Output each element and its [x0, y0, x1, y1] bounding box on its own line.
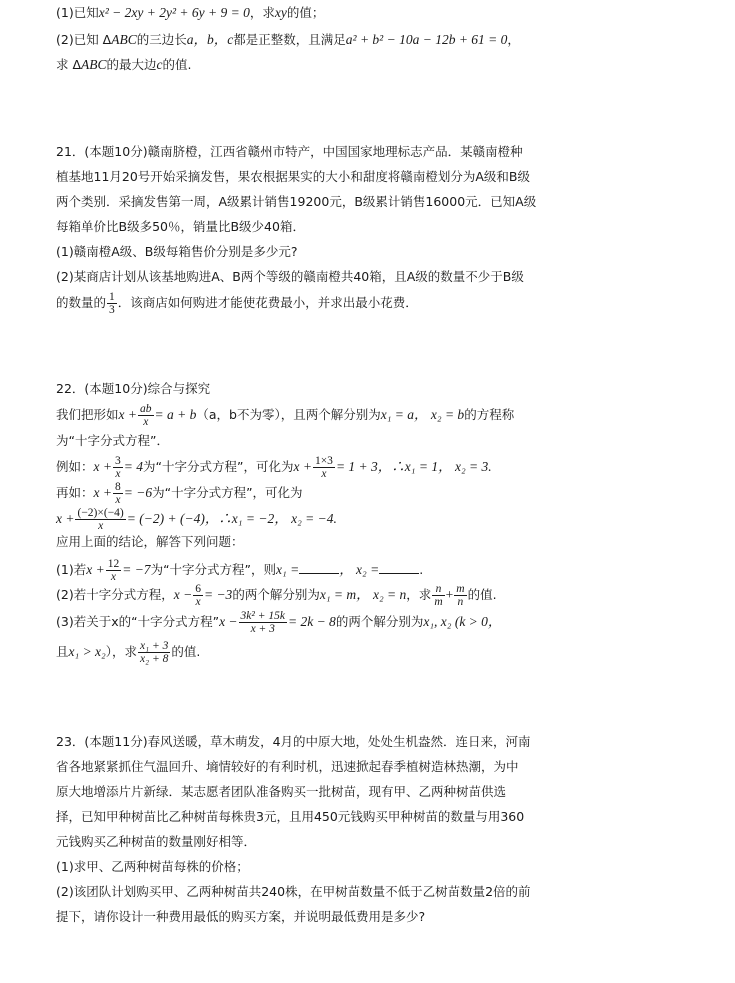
text: 例如：	[56, 459, 94, 474]
text: 为“十字分式方程”，可化为	[143, 459, 294, 474]
denominator: x	[115, 468, 121, 480]
text: 的值；	[286, 5, 325, 20]
text: .	[419, 562, 424, 577]
fraction	[113, 455, 123, 480]
expr: ， x₂ =	[339, 562, 380, 577]
triangle-name: ABC	[111, 32, 137, 47]
q21-sub2: (2)某商店计划从该基地购进A、B两个等级的赣南橙共40箱，且A级的数量不少于B级	[56, 269, 524, 284]
expr: = 1 + 3，∴x₁ = 1， x₂ = 3.	[335, 459, 492, 474]
numerator: (−2)×(−4)	[77, 507, 124, 519]
denominator: x + 3	[250, 623, 275, 635]
expr: x +	[118, 407, 137, 422]
denominator: x	[115, 494, 121, 506]
expr: x −	[173, 587, 193, 602]
denominator: x	[143, 416, 149, 428]
expr: x +	[93, 459, 112, 474]
expr: = a + b	[154, 407, 197, 422]
q21-line: 两个类别．采摘发售第一周，A级累计销售19200元，B级累计销售16000元．已知A级	[56, 194, 537, 209]
text: 的值.	[162, 57, 192, 72]
fraction-one-third	[107, 291, 117, 316]
numerator: 6	[195, 583, 201, 595]
denominator: m	[434, 596, 443, 608]
text: ，	[507, 32, 520, 47]
q23-heading: 23．(本题11分)春风送暖，草木萌发，4月的中原大地，处处生机盎然．连日来，河南	[56, 734, 531, 749]
q20-part2-continued	[56, 56, 192, 74]
text: 求 Δ	[56, 57, 82, 72]
q20-part1	[56, 4, 324, 22]
q21-sub1: (1)赣南橙A级、B级每箱售价分别是多少元?	[56, 244, 298, 259]
q22-sub1	[56, 558, 423, 583]
q21-heading: 21．(本题10分)赣南脐橙，江西省赣州市特产，中国国家地理标志产品．某赣南橙种	[56, 144, 523, 159]
text: ），求	[105, 644, 138, 659]
text: 的最大边	[106, 57, 157, 72]
denominator: x₂ + 8	[140, 653, 169, 665]
fraction	[239, 610, 287, 635]
text: (1)已知	[56, 5, 99, 20]
expr: x +	[86, 562, 105, 577]
q21-sub2-continued	[56, 291, 418, 316]
expr: x −	[219, 614, 238, 629]
q22-sub2	[56, 583, 497, 608]
variable: c	[156, 57, 163, 72]
q23-line: 择，已知甲种树苗比乙种树苗每株贵3元，且用450元钱购买甲种树苗的数量与用360	[56, 809, 525, 824]
text: 为“十字分式方程”，可化为	[152, 485, 303, 500]
expr: = −3	[203, 587, 233, 602]
denominator: n	[457, 596, 464, 608]
text: 再如：	[56, 485, 94, 500]
text: (2)已知 Δ	[56, 32, 112, 47]
fraction	[313, 455, 335, 480]
text: 且	[56, 644, 69, 659]
q23-sub2-continued: 提下，请你设计一种费用最低的购买方案，并说明最低费用是多少?	[56, 909, 426, 924]
numerator: n	[432, 583, 444, 596]
fraction	[138, 640, 170, 665]
q22-definition	[56, 403, 514, 428]
text: （a，b不为零），且两个解分别为	[196, 407, 381, 422]
denominator: x	[321, 468, 327, 480]
numerator: 1	[109, 291, 115, 303]
condition: x₁ > x₂	[68, 644, 106, 659]
numerator: m	[456, 583, 465, 595]
q22-example2-continued	[56, 507, 337, 532]
q22-sub3-continued	[56, 640, 200, 665]
denominator: x	[195, 596, 201, 608]
fraction	[106, 558, 122, 583]
expr: x +	[56, 511, 75, 526]
numerator: 8	[115, 481, 121, 493]
plus: +	[445, 587, 454, 602]
denominator: x	[110, 571, 116, 583]
q23-line: 原大地增添片片新绿．某志愿者团队准备购买一批树苗，现有甲、乙两种树苗供选	[56, 784, 507, 799]
numerator: 3	[115, 455, 121, 467]
equation: a² + b² − 10a − 12b + 61 = 0	[345, 32, 508, 47]
numerator: 1×3	[314, 455, 333, 467]
numerator: 12	[107, 558, 120, 570]
q22-sub3	[56, 610, 501, 635]
solutions: x₁, x₂ (k > 0，	[423, 614, 502, 629]
numerator: ab	[140, 403, 152, 415]
text: (2)若十字分式方程，	[56, 587, 174, 602]
variables: a，b，c	[186, 32, 234, 47]
text: (1)若	[56, 562, 87, 577]
text: 的数量的	[56, 295, 107, 310]
fraction	[454, 583, 466, 608]
solutions: x₁ = m， x₂ = n	[319, 587, 407, 602]
expr: x +	[93, 485, 112, 500]
expr: x +	[293, 459, 312, 474]
triangle-name: ABC	[81, 57, 107, 72]
text: 的三边长	[136, 32, 187, 47]
fraction	[193, 583, 203, 608]
answer-blank	[299, 561, 339, 574]
equation: x² − 2xy + 2y² + 6y + 9 = 0	[98, 5, 250, 20]
q23-sub2: (2)该团队计划购买甲、乙两种树苗共240株，在甲树苗数量不低于乙树苗数量2倍的前	[56, 884, 531, 899]
q23-line: 元钱购买乙种树苗的数量刚好相等．	[56, 834, 257, 849]
expr: = 4	[123, 459, 143, 474]
expr: = (−2) + (−4)，∴x₁ = −2， x₂ = −4.	[126, 511, 337, 526]
q22-line: 为“十字分式方程”．	[56, 433, 169, 448]
text: 的两个解分别为	[335, 614, 424, 629]
text: (3)若关于x的“十字分式方程”	[56, 614, 220, 629]
q20-part2	[56, 31, 520, 49]
q23-sub1: (1)求甲、乙两种树苗每株的价格；	[56, 859, 249, 874]
variable: xy	[274, 5, 287, 20]
solutions: x₁ = a， x₂ = b	[380, 407, 465, 422]
text: 为“十字分式方程”，则	[150, 562, 277, 577]
expr: = −6	[123, 485, 153, 500]
text: 的值.	[171, 644, 201, 659]
expr: = −7	[122, 562, 151, 577]
q22-example2	[56, 481, 303, 506]
expr: = 2k − 8	[287, 614, 336, 629]
answer-blank	[379, 561, 419, 574]
fraction	[75, 507, 125, 532]
fraction	[138, 403, 154, 428]
expr: x₁ =	[276, 562, 300, 577]
q21-line: 每箱单价比B级多50％，销量比B级少40箱．	[56, 219, 305, 234]
denominator: x	[98, 520, 104, 532]
text: ，求	[249, 5, 275, 20]
denominator: 3	[109, 304, 115, 316]
text: ，求	[406, 587, 432, 602]
q22-line: 应用上面的结论，解答下列问题：	[56, 534, 244, 549]
text: 的方程称	[464, 407, 515, 422]
q23-line: 省各地紧紧抓住气温回升、墒情较好的有利时机，迅速掀起春季植树造林热潮，为中	[56, 759, 519, 774]
text: 的值.	[467, 587, 497, 602]
text: 的两个解分别为	[232, 587, 320, 602]
fraction	[113, 481, 123, 506]
q22-example1	[56, 455, 492, 480]
numerator: x₁ + 3	[140, 640, 169, 652]
q21-line: 植基地11月20号开始采摘发售，果农根据果实的大小和甜度将赣南橙划分为A级和B级	[56, 169, 530, 184]
q22-heading: 22．(本题10分)综合与探究	[56, 381, 211, 396]
text: ．该商店如何购进才能使花费最小，并求出最小花费．	[117, 295, 418, 310]
text: 我们把形如	[56, 407, 119, 422]
text: 都是正整数，且满足	[233, 32, 346, 47]
fraction	[432, 583, 444, 608]
numerator: 3k² + 15k	[240, 610, 285, 622]
